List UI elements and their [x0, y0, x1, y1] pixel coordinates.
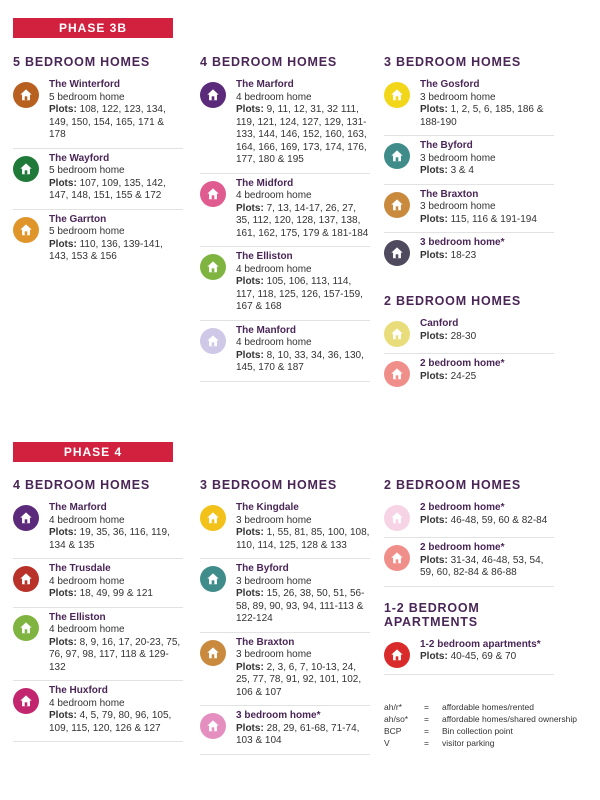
plots-value: 24-25 — [450, 370, 477, 382]
home-entry — [13, 608, 183, 682]
home-entry — [200, 498, 370, 559]
home-details — [49, 502, 183, 552]
home-details — [49, 214, 183, 264]
home-entry — [384, 75, 554, 136]
house-icon — [384, 143, 410, 169]
home-details — [49, 563, 153, 601]
home-type: 3 bedroom home — [420, 152, 496, 164]
legend-desc: affordable homes/shared ownership — [442, 714, 577, 724]
home-details — [236, 79, 370, 167]
phase4-col-3bed — [200, 478, 370, 755]
home-name: The Gosford — [420, 79, 480, 90]
home-name: The Huxford — [49, 685, 108, 696]
home-type: 5 bedroom home — [49, 165, 125, 176]
section-heading: 3 BEDROOM HOMES — [200, 478, 338, 492]
plots-list — [420, 250, 504, 263]
home-details — [420, 79, 554, 129]
legend-eq: = — [424, 714, 429, 724]
home-type: 4 bedroom home — [236, 91, 312, 103]
plots-list — [49, 588, 153, 601]
house-icon — [200, 181, 226, 207]
home-type: 3 bedroom home — [420, 91, 496, 103]
plots-value: 2, 3, 6, 7, 10-13, 24, 25, 77, 78, 91, 92, 101, 102, 106 & 107 — [236, 661, 362, 698]
plots-list — [420, 331, 476, 344]
home-details — [236, 178, 370, 241]
plots-label: Plots: — [49, 636, 77, 648]
legend — [384, 701, 577, 749]
plots-value: 1, 55, 81, 85, 100, 108, 110, 114, 125, 128 & 133 — [236, 527, 370, 551]
home-type: 4 bedroom home — [236, 263, 312, 275]
house-icon — [13, 615, 39, 641]
phase3b-col-3bed — [384, 55, 554, 393]
plots-label: Plots: — [49, 177, 77, 189]
plots-value: 46-48, 59, 60 & 82-84 — [450, 514, 548, 526]
plots-list — [236, 527, 370, 552]
section-heading: 3 BEDROOM HOMES — [384, 55, 522, 69]
phase4-col-4bed — [13, 478, 183, 742]
home-details — [236, 502, 370, 552]
house-icon — [384, 82, 410, 108]
legend-row — [384, 737, 577, 749]
section-heading: 4 BEDROOM HOMES — [200, 55, 338, 69]
home-name: The Winterford — [49, 79, 121, 90]
legend-desc: Bin collection point — [442, 726, 513, 736]
house-icon — [200, 82, 226, 108]
home-entry — [384, 538, 554, 587]
home-entry — [13, 559, 183, 608]
home-name: The Trusdale — [49, 563, 111, 574]
house-icon — [200, 328, 226, 354]
home-type: 5 bedroom home — [49, 226, 125, 237]
home-type: 4 bedroom home — [49, 624, 125, 635]
plots-value: 15, 26, 38, 50, 51, 56-58, 89, 90, 93, 94, 111-113 & 122-124 — [236, 588, 365, 624]
home-name: The Kingdale — [236, 502, 299, 513]
plots-value: 28-30 — [450, 330, 477, 342]
phase4-col-2bed — [384, 478, 554, 675]
house-icon — [384, 321, 410, 347]
house-icon — [200, 566, 226, 592]
section-heading: 4 BEDROOM HOMES — [13, 478, 151, 492]
plots-list — [49, 104, 183, 142]
plots-list — [420, 371, 504, 384]
home-entry — [384, 498, 554, 538]
house-icon — [13, 688, 39, 714]
phase-3b-banner: PHASE 3B — [13, 18, 173, 38]
house-icon — [384, 240, 410, 266]
plots-value: 28, 29, 61-68, 71-74, 103 & 104 — [236, 722, 360, 746]
plots-label: Plots: — [236, 588, 264, 599]
section-heading: 2 BEDROOM HOMES — [384, 294, 522, 308]
house-icon — [13, 505, 39, 531]
legend-row — [384, 725, 577, 737]
home-details — [420, 318, 476, 343]
plots-value: 8, 9, 16, 17, 20-23, 75, 76, 97, 98, 117, 118 & 129-132 — [49, 636, 181, 673]
home-details — [420, 140, 496, 178]
house-icon — [384, 192, 410, 218]
plots-list — [236, 723, 370, 748]
phase3b-col-4bed — [200, 55, 370, 382]
plots-list — [420, 214, 537, 227]
plots-list — [420, 165, 496, 178]
plots-list — [236, 203, 370, 241]
plots-label: Plots: — [236, 527, 264, 538]
plots-value: 8, 10, 33, 34, 36, 130, 145, 170 & 187 — [236, 349, 364, 373]
home-name: 3 bedroom home* — [420, 237, 505, 248]
plots-list — [49, 637, 183, 675]
plots-value: 9, 11, 12, 31, 32 111, 119, 121, 124, 127, 129, 131-133, 144, 146, 152, 160, 163, 164, 166, 169, 173, 174, 176, 177, 180 & 195 — [236, 104, 367, 165]
home-details — [236, 325, 370, 375]
house-icon — [384, 545, 410, 571]
home-entry — [13, 75, 183, 149]
section-heading: 2 BEDROOM HOMES — [384, 478, 522, 492]
home-name: The Wayford — [49, 152, 110, 164]
home-entry — [200, 321, 370, 382]
home-details — [236, 563, 370, 626]
home-name: The Midford — [236, 177, 294, 189]
home-details — [49, 153, 183, 203]
plots-value: 31-34, 46-48, 53, 54, 59, 60, 82-84 & 86-88 — [420, 554, 544, 578]
plots-label: Plots: — [420, 330, 448, 342]
home-details — [49, 685, 183, 735]
home-type: 3 bedroom home — [420, 201, 496, 212]
home-entry — [200, 559, 370, 633]
home-name: The Manford — [236, 324, 296, 336]
plots-value: 19, 35, 36, 116, 119, 134 & 135 — [49, 527, 170, 551]
plots-label: Plots: — [49, 710, 77, 721]
plots-list — [236, 588, 370, 626]
home-entry — [384, 136, 554, 185]
phase3b-col-5bed — [13, 55, 183, 270]
plots-label: Plots: — [420, 554, 448, 566]
plots-list — [420, 651, 541, 664]
plots-list — [236, 350, 370, 375]
house-icon — [13, 156, 39, 182]
home-type: 4 bedroom home — [49, 697, 125, 709]
plots-list — [49, 710, 183, 735]
legend-row — [384, 713, 577, 725]
home-name: Canford — [420, 318, 459, 329]
plots-label: Plots: — [236, 661, 264, 673]
plots-label: Plots: — [236, 276, 264, 287]
house-icon — [200, 254, 226, 280]
plots-value: 115, 116 & 191-194 — [450, 213, 537, 225]
plots-value: 7, 13, 14-17, 26, 27, 35, 112, 120, 128, 137, 138, 161, 162, 175, 179 & 181-184 — [236, 202, 369, 239]
plots-list — [420, 515, 547, 528]
home-details — [420, 189, 537, 227]
home-entry — [200, 174, 370, 248]
plots-label: Plots: — [49, 104, 77, 115]
home-type: 3 bedroom home — [236, 514, 312, 526]
home-entry — [200, 633, 370, 707]
section-heading: 5 BEDROOM HOMES — [13, 55, 151, 69]
house-icon — [200, 640, 226, 666]
home-details — [420, 358, 504, 383]
home-name: The Braxton — [420, 188, 479, 200]
plots-label: Plots: — [420, 514, 448, 526]
house-icon — [200, 505, 226, 531]
home-entry — [13, 681, 183, 742]
home-entry — [384, 354, 554, 393]
legend-key: ah/r* — [384, 702, 402, 712]
plots-value: 4, 5, 79, 80, 96, 105, 109, 115, 120, 126 & 127 — [49, 710, 172, 734]
home-name: 2 bedroom home* — [420, 502, 505, 513]
home-name: The Marford — [236, 79, 294, 90]
home-details — [49, 612, 183, 675]
home-entry — [200, 75, 370, 174]
plots-list — [236, 662, 370, 700]
home-type: 3 bedroom home — [236, 649, 312, 660]
house-icon — [384, 642, 410, 668]
section-heading: 1-2 BEDROOM APARTMENTS — [384, 600, 480, 629]
legend-eq: = — [424, 738, 429, 748]
home-name: The Byford — [420, 140, 473, 151]
home-type: 4 bedroom home — [49, 514, 125, 526]
home-details — [420, 542, 554, 580]
house-icon — [13, 82, 39, 108]
plots-value: 110, 136, 139-141, 143, 153 & 156 — [49, 238, 163, 262]
home-details — [49, 79, 183, 142]
house-icon — [384, 505, 410, 531]
home-name: The Braxton — [236, 636, 295, 648]
plots-list — [420, 555, 554, 580]
plots-list — [236, 104, 370, 167]
plots-label: Plots: — [236, 349, 264, 361]
plots-label: Plots: — [420, 104, 448, 115]
plots-label: Plots: — [236, 104, 264, 115]
plots-value: 40-45, 69 & 70 — [450, 651, 517, 662]
home-entry — [384, 233, 554, 272]
home-type: 4 bedroom home — [49, 575, 125, 587]
home-entry — [384, 635, 554, 675]
legend-desc: visitor parking — [442, 738, 495, 748]
legend-key: BCP — [384, 726, 402, 736]
home-type: 4 bedroom home — [236, 337, 312, 348]
home-entry — [384, 185, 554, 234]
home-name: The Elliston — [49, 611, 106, 623]
home-name: The Marford — [49, 502, 107, 513]
plots-list — [49, 178, 183, 203]
plots-list — [236, 276, 370, 314]
home-name: The Garrton — [49, 213, 107, 225]
home-details — [420, 639, 541, 664]
house-icon — [200, 713, 226, 739]
plots-label: Plots: — [49, 527, 77, 538]
home-type: 4 bedroom home — [236, 190, 312, 201]
plots-value: 107, 109, 135, 142, 147, 148, 151, 155 & 172 — [49, 177, 166, 201]
phase-4-banner: PHASE 4 — [13, 442, 173, 462]
plots-label: Plots: — [49, 238, 77, 250]
home-name: 3 bedroom home* — [236, 710, 321, 721]
home-details — [420, 237, 504, 262]
plots-label: Plots: — [420, 249, 448, 261]
home-name: 2 bedroom home* — [420, 542, 505, 553]
home-name: The Elliston — [236, 251, 293, 262]
plots-list — [49, 239, 183, 264]
home-type: 5 bedroom home — [49, 91, 125, 103]
home-type: 3 bedroom home — [236, 575, 312, 587]
house-icon — [13, 566, 39, 592]
home-details — [420, 502, 547, 527]
plots-label: Plots: — [236, 202, 264, 214]
plots-value: 18-23 — [450, 249, 477, 261]
home-details — [236, 637, 370, 700]
legend-eq: = — [424, 726, 429, 736]
plots-value: 108, 122, 123, 134, 149, 150, 154, 165, 171 & 178 — [49, 104, 166, 140]
house-icon — [13, 217, 39, 243]
legend-key: V — [384, 738, 390, 748]
home-entry — [13, 498, 183, 559]
plots-value: 105, 106, 113, 114, 117, 118, 125, 126, 157-159, 167 & 168 — [236, 276, 363, 312]
home-entry — [13, 149, 183, 210]
house-icon — [384, 361, 410, 387]
legend-desc: affordable homes/rented — [442, 702, 534, 712]
plots-label: Plots: — [236, 722, 264, 734]
plots-label: Plots: — [420, 213, 448, 225]
home-details — [236, 710, 370, 748]
home-name: The Byford — [236, 563, 289, 574]
home-entry — [200, 706, 370, 755]
home-name: 2 bedroom home* — [420, 358, 505, 369]
plots-value: 18, 49, 99 & 121 — [79, 588, 153, 599]
plots-label: Plots: — [420, 651, 448, 662]
home-entry — [13, 210, 183, 270]
legend-row — [384, 701, 577, 713]
home-name: 1-2 bedroom apartments* — [420, 638, 541, 650]
plots-value: 3 & 4 — [450, 165, 474, 176]
legend-eq: = — [424, 702, 429, 712]
plots-label: Plots: — [420, 165, 448, 176]
home-entry — [200, 247, 370, 321]
legend-key: ah/so* — [384, 714, 409, 724]
plots-label: Plots: — [49, 588, 77, 599]
home-details — [236, 251, 370, 314]
plots-list — [420, 104, 554, 129]
home-entry — [384, 314, 554, 354]
plots-label: Plots: — [420, 370, 448, 382]
plots-list — [49, 527, 183, 552]
plots-value: 1, 2, 5, 6, 185, 186 & 188-190 — [420, 104, 544, 128]
